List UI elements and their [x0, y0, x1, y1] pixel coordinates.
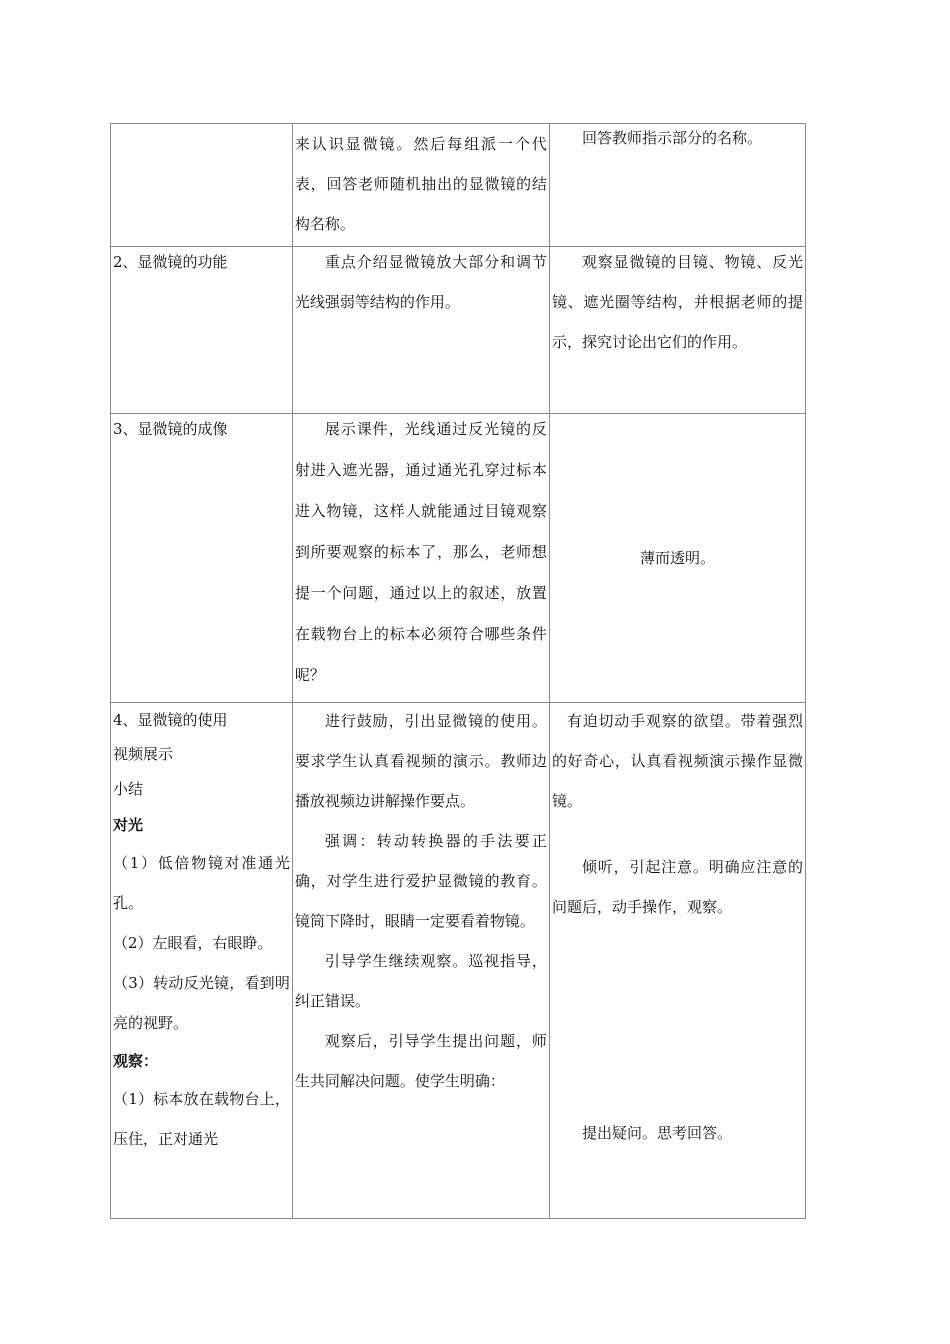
- student-text: 薄而透明。: [639, 549, 715, 567]
- teacher-activity-cell: [292, 703, 549, 1219]
- lesson-table: [110, 123, 806, 1219]
- teacher-text: 来认识显微镜。然后每组派一个代表，回答老师随机抽出的显微镜的结构名称。: [294, 135, 547, 233]
- topic-text: （2）左眼看，右眼睁。: [113, 934, 273, 952]
- student-activity-cell: [549, 124, 805, 247]
- topic-text: （3）转动反光镜，看到明亮的视野。: [113, 974, 290, 1032]
- topic-text: （1）低倍物镜对准通光孔。: [113, 854, 290, 912]
- topic-text: 3、显微镜的成像: [113, 420, 228, 438]
- teacher-activity-cell: [292, 247, 549, 414]
- student-activity-cell: [549, 703, 805, 1219]
- teacher-activity-cell: [292, 414, 549, 703]
- teacher-text: 重点介绍显微镜放大部分和调节光线强弱等结构的作用。: [294, 253, 547, 311]
- teacher-text: 观察后，引导学生提出问题，师生共同解决问题。使学生明确：: [294, 1032, 547, 1090]
- table-row: [111, 703, 806, 1219]
- topic-heading: 观察：: [113, 1052, 159, 1070]
- topic-heading: 对光: [113, 816, 144, 834]
- topic-cell: [111, 124, 293, 247]
- teacher-text: 展示课件，光线通过反光镜的反射进入遮光器，通过通光孔穿过标本进入物镜，这样人就能通过目镜观察到所要观察的标本了，那么，老师想提一个问题，通过以上的叙述，放置在载物台上的标本必须符合哪些条件呢？: [294, 420, 547, 684]
- student-activity-cell: [549, 414, 805, 703]
- student-activity-cell: [549, 247, 805, 414]
- topic-text: 视频展示: [113, 745, 174, 763]
- topic-text: 小结: [113, 780, 144, 798]
- table-row: [111, 414, 806, 703]
- topic-text: 2、显微镜的功能: [113, 253, 228, 271]
- teacher-text: 进行鼓励，引出显微镜的使用。要求学生认真看视频的演示。教师边播放视频边讲解操作要点。: [294, 712, 547, 810]
- topic-text: （1）标本放在载物台上，压住，正对通光: [113, 1090, 290, 1148]
- student-text: 观察显微镜的目镜、物镜、反光镜、遮光圈等结构，并根据老师的提示，探究讨论出它们的作用。: [551, 253, 803, 351]
- teacher-text: 强调：转动转换器的手法要正确，对学生进行爱护显微镜的教育。镜筒下降时，眼睛一定要看着物镜。: [294, 832, 547, 930]
- topic-cell: [111, 247, 293, 414]
- table-row: [111, 124, 806, 247]
- teacher-text: 引导学生继续观察。巡视指导，纠正错误。: [294, 952, 547, 1010]
- student-text: 回答教师指示部分的名称。: [581, 129, 762, 147]
- topic-text: 4、显微镜的使用: [113, 711, 228, 729]
- topic-cell: [111, 414, 293, 703]
- student-text: 有迫切动手观察的欲望。带着强烈的好奇心，认真看视频演示操作显微镜。: [551, 712, 803, 810]
- student-text: 倾听，引起注意。明确应注意的问题后，动手操作，观察。: [551, 858, 803, 916]
- topic-cell: [111, 703, 293, 1219]
- student-text: 提出疑问。思考回答。: [581, 1124, 732, 1142]
- teacher-activity-cell: [292, 124, 549, 247]
- table-row: [111, 247, 806, 414]
